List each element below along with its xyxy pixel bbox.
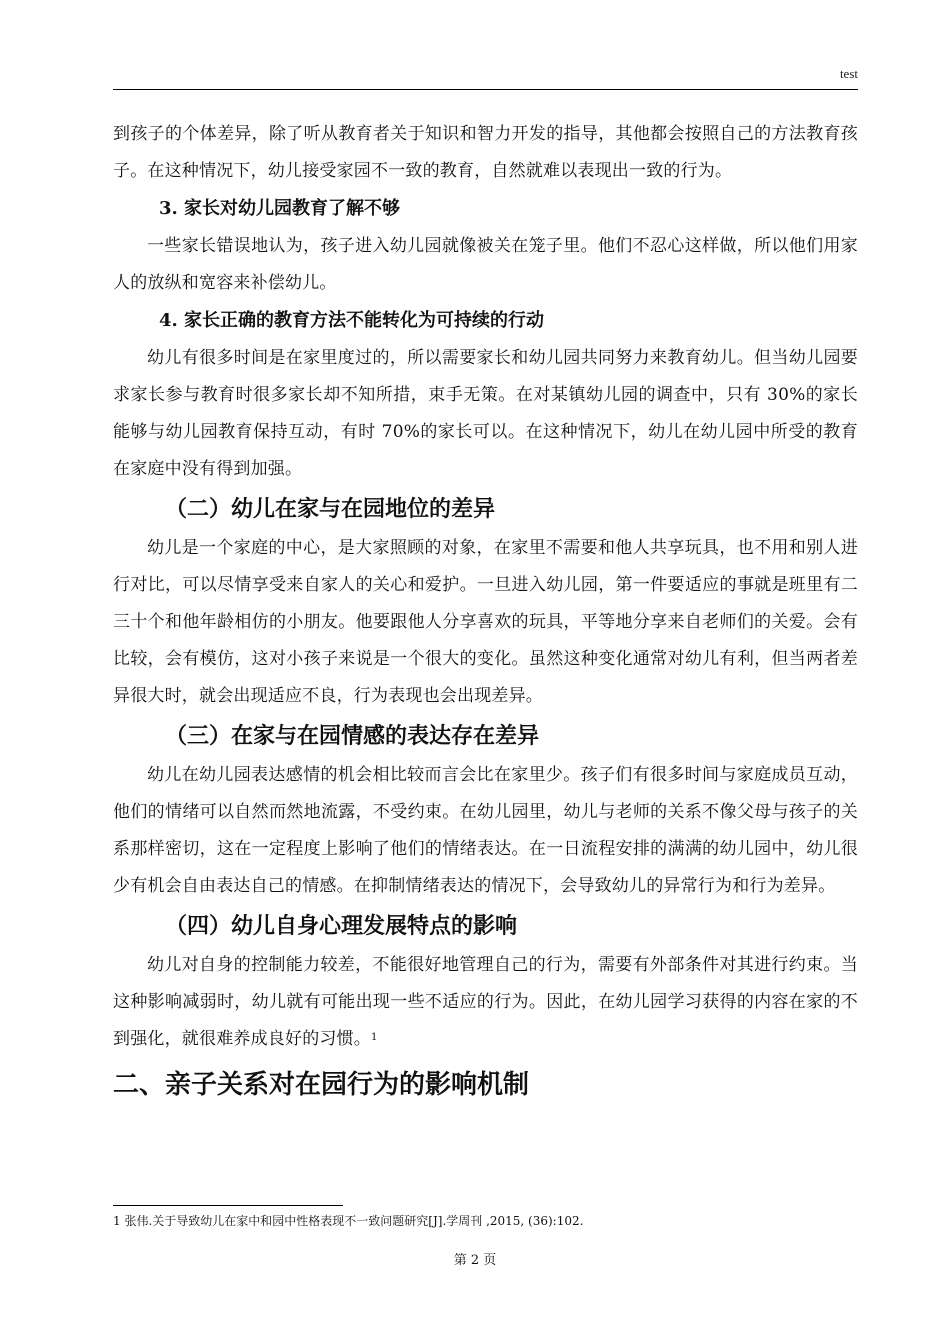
header-text: test xyxy=(839,66,858,81)
chapter-heading-2: 二、亲子关系对在园行为的影响机制 xyxy=(113,1070,530,1100)
footnote: 1 张伟.关于导致幼儿在家中和园中性格表现不一致问题研究[J].学周刊 ,2015, (36):102. xyxy=(113,1214,584,1228)
section-heading-4: （四）幼儿自身心理发展特点的影响 xyxy=(165,913,518,939)
page-body xyxy=(113,116,858,1110)
paragraph-3: 幼儿有很多时间是在家里度过的，所以需要家长和幼儿园共同努力来教育幼儿。但当幼儿园要求家长参与教育时很多家长却不知所措，束手无策。在对某镇幼儿园的调查中，只有 30%的家长能够与幼儿园教育保持互动，有时 70%的家长可以。在这种情况下，幼儿在幼儿园中所受的教育在家庭中没有得到加强。 xyxy=(113,348,858,479)
paragraph-5: 幼儿在幼儿园表达感情的机会相比较而言会比在家里少。孩子们有很多时间与家庭成员互动，他们的情绪可以自然而然地流露，不受约束。在幼儿园里，幼儿与老师的关系不像父母与孩子的关系那样密切，这在一定程度上影响了他们的情绪表达。在一日流程安排的满满的幼儿园中，幼儿很少有机会自由表达自己的情感。在抑制情绪表达的情况下，会导致幼儿的异常行为和行为差异。 xyxy=(113,765,858,896)
footnote-ref: 1 xyxy=(371,1032,378,1043)
paragraph-4: 幼儿是一个家庭的中心，是大家照顾的对象，在家里不需要和他人共享玩具，也不用和别人进行对比，可以尽情享受来自家人的关心和爱护。一旦进入幼儿园，第一件要适应的事就是班里有二三十个和他年龄相仿的小朋友。他要跟他人分享喜欢的玩具，平等地分享来自老师们的关爱。会有比较，会有模仿，这对小孩子来说是一个很大的变化。虽然这种变化通常对幼儿有利，但当两者差异很大时，就会出现适应不良，行为表现也会出现差异。 xyxy=(113,538,858,706)
paragraph-1: 到孩子的个体差异，除了听从教育者关于知识和智力开发的指导，其他都会按照自己的方法教育孩子。在这种情况下，幼儿接受家园不一致的教育，自然就难以表现出一致的行为。 xyxy=(113,124,858,181)
footnote-rule xyxy=(113,1205,343,1206)
page-number: 第 2 页 xyxy=(453,1253,497,1268)
paragraph-6 xyxy=(113,947,858,1058)
section-heading-2: （二）幼儿在家与在园地位的差异 xyxy=(165,496,496,522)
subheading-3: 3. 家长对幼儿园教育了解不够 xyxy=(159,198,401,219)
header-rule xyxy=(113,89,858,90)
paragraph-2: 一些家长错误地认为，孩子进入幼儿园就像被关在笼子里。他们不忍心这样做，所以他们用家人的放纵和宽容来补偿幼儿。 xyxy=(113,236,858,293)
section-heading-3: （三）在家与在园情感的表达存在差异 xyxy=(165,723,540,749)
paragraph-6-text: 幼儿对自身的控制能力较差，不能很好地管理自己的行为，需要有外部条件对其进行约束。当这种影响减弱时，幼儿就有可能出现一些不适应的行为。因此，在幼儿园学习获得的内容在家的不到强化，就很难养成良好的习惯。 xyxy=(113,955,858,1049)
subheading-4: 4. 家长正确的教育方法不能转化为可持续的行动 xyxy=(159,310,545,331)
